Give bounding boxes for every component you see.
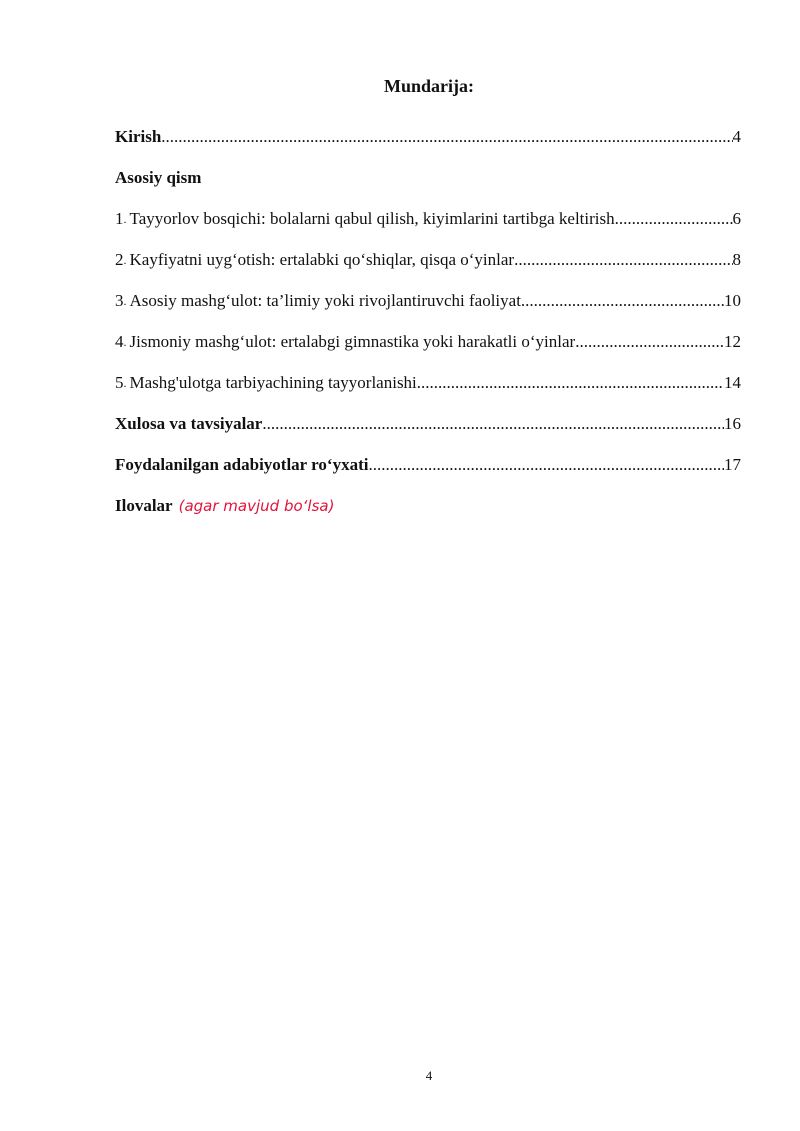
toc-entry-item-1	[115, 206, 741, 247]
item-number: 1	[115, 209, 124, 228]
toc-entry-page: 8	[732, 250, 741, 269]
dot-leader	[368, 452, 724, 478]
dot-leader	[521, 288, 724, 314]
toc-entry-page: 17	[724, 455, 741, 474]
toc-entry-ilovalar	[115, 493, 741, 534]
dot-leader	[262, 411, 724, 437]
toc-entry-label: Xulosa va tavsiyalar	[115, 414, 263, 433]
toc-entry-item-4	[115, 329, 741, 370]
toc-entry-item-2	[115, 247, 741, 288]
toc-entry-label: Foydalanilgan adabiyotlar ro‘yxati	[115, 455, 369, 474]
item-separator: .	[123, 294, 127, 308]
item-number: 4	[115, 332, 124, 351]
dot-leader	[417, 370, 724, 396]
toc-entry-label: Jismoniy mashg‘ulot: ertalabgi gimnastika yoki harakatli o‘yinlar	[129, 332, 576, 351]
toc-entry-item-3	[115, 288, 741, 329]
item-number: 5	[115, 373, 124, 392]
toc-section-heading	[115, 165, 741, 206]
toc-entry-item-5	[115, 370, 741, 411]
toc-entry-page: 6	[732, 209, 741, 228]
toc-entry-label: Kirish	[115, 127, 162, 146]
table-of-contents	[115, 124, 741, 534]
dot-leader	[161, 124, 732, 150]
item-separator: .	[123, 376, 127, 390]
toc-entry-label: Mashg'ulotga tarbiyachining tayyorlanishi	[129, 373, 417, 392]
toc-entry-adabiyotlar	[115, 452, 741, 493]
toc-title: Mundarija:	[384, 76, 474, 96]
item-separator: .	[123, 212, 127, 226]
page-number: 4	[425, 1068, 433, 1083]
toc-entry-page: 12	[724, 332, 741, 351]
toc-entry-page: 4	[732, 127, 741, 146]
item-separator: .	[123, 253, 127, 267]
toc-entry-page: 16	[724, 414, 741, 433]
item-number: 2	[115, 250, 124, 269]
toc-entry-label: Kayfiyatni uyg‘otish: ertalabki qo‘shiqlar, qisqa o‘yinlar	[129, 250, 515, 269]
item-number: 3	[115, 291, 124, 310]
toc-entry-kirish	[115, 124, 741, 165]
dot-leader	[514, 247, 732, 273]
dot-leader	[615, 206, 733, 232]
toc-entry-label: Tayyorlov bosqichi: bolalarni qabul qilish, kiyimlarini tartibga keltirish	[129, 209, 615, 228]
toc-entry-note: (agar mavjud bo‘lsa)	[178, 497, 335, 515]
toc-entry-page: 10	[724, 291, 741, 310]
toc-entry-page: 14	[724, 373, 741, 392]
toc-entry-label: Asosiy mashg‘ulot: ta’limiy yoki rivojlantiruvchi faoliyat	[129, 291, 521, 310]
section-heading-asosiy: Asosiy qism	[115, 168, 202, 187]
dot-leader	[575, 329, 724, 355]
toc-entry-xulosa	[115, 411, 741, 452]
toc-entry-label: Ilovalar	[115, 496, 173, 515]
item-separator: .	[123, 335, 127, 349]
